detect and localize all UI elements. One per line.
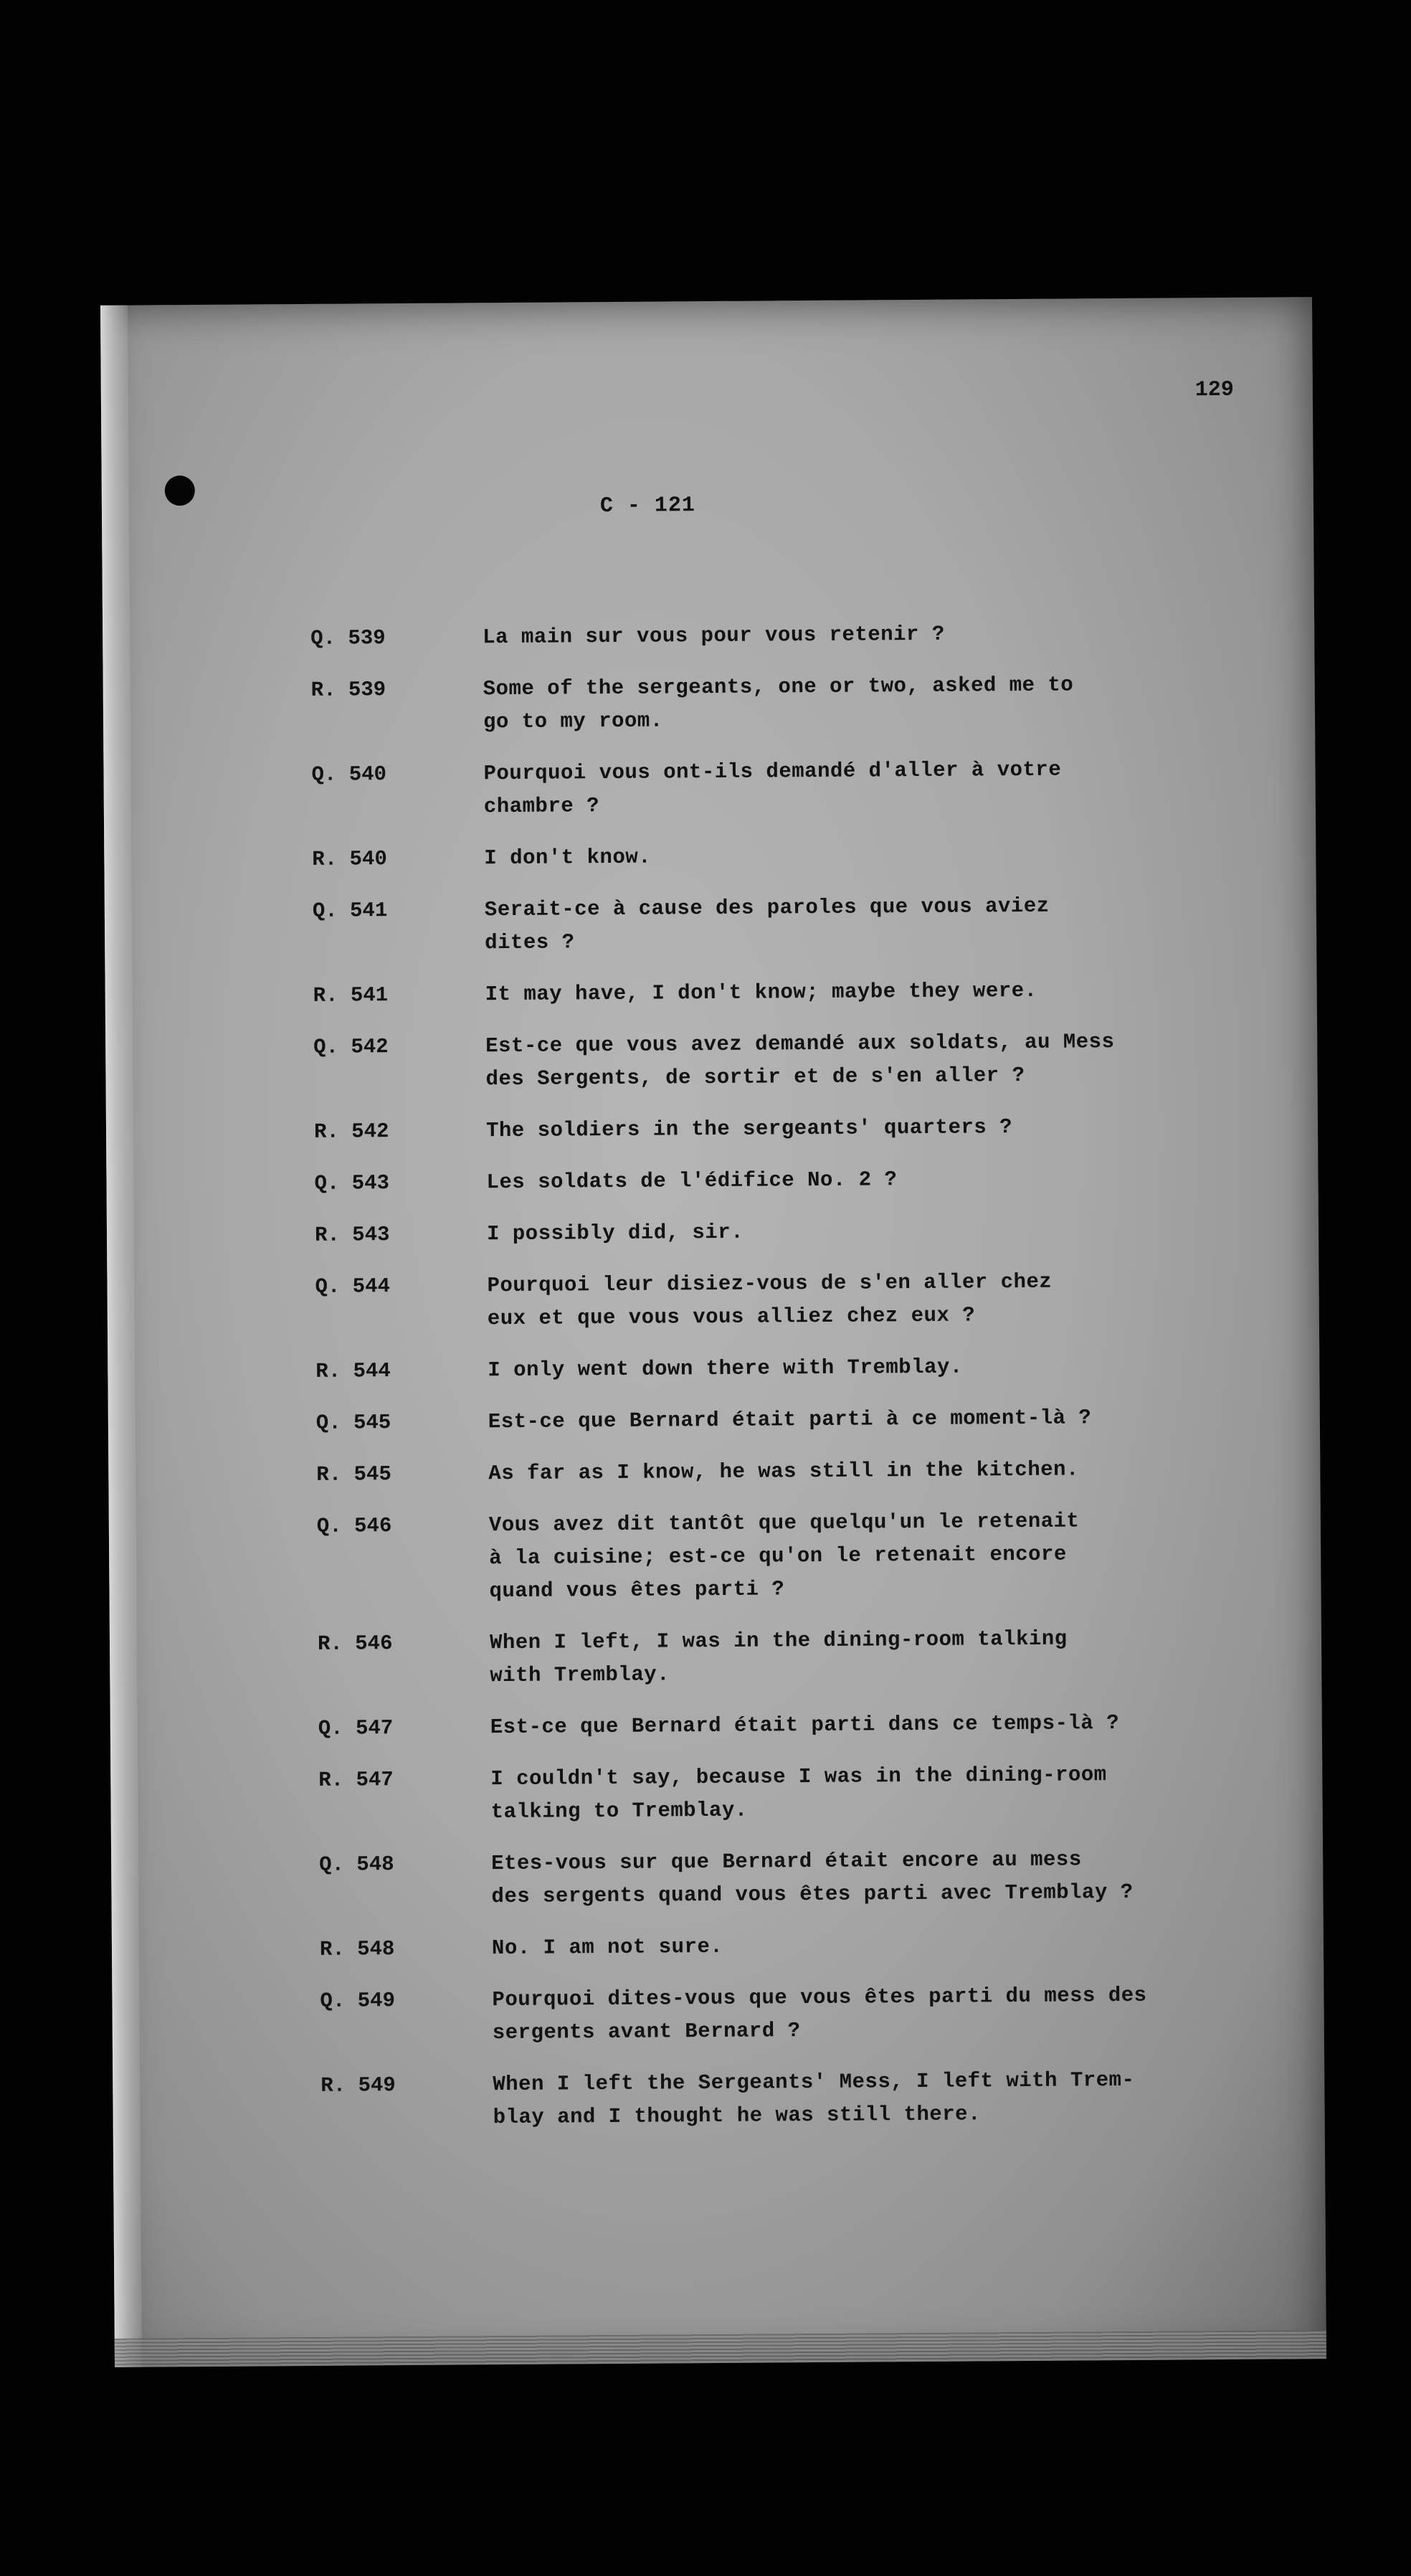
qa-text: Etes-vous sur que Bernard était encore au mess des sergents quand vous êtes parti avec Tremblay ? <box>491 1847 1134 1909</box>
qa-entry <box>314 1110 1174 1149</box>
page-number: 129 <box>1194 377 1234 403</box>
qa-label: Q. 539 <box>310 626 386 650</box>
qa-text: Est-ce que vous avez demandé aux soldats, au Mess des Sergents, de sortir et de s'en aller ? <box>485 1030 1115 1092</box>
qa-label: Q. 546 <box>316 1514 392 1538</box>
qa-text: I only went down there with Tremblay. <box>488 1355 963 1383</box>
qa-entry <box>316 1452 1177 1491</box>
qa-entry <box>313 1026 1174 1097</box>
qa-label: Q. 547 <box>318 1716 394 1741</box>
qa-label: R. 549 <box>320 2073 396 2098</box>
qa-text: I don't know. <box>484 845 652 871</box>
qa-text: Est-ce que Bernard était parti à ce moment-là ? <box>488 1406 1092 1434</box>
qa-label: Q. 545 <box>315 1411 391 1435</box>
qa-entry <box>318 1706 1179 1745</box>
qa-text: I possibly did, sir. <box>486 1220 744 1246</box>
qa-label: Q. 544 <box>315 1274 391 1299</box>
qa-entry <box>320 1979 1181 2050</box>
punch-hole <box>165 475 195 506</box>
qa-entry <box>314 1162 1174 1201</box>
qa-label: R. 543 <box>314 1223 390 1247</box>
qa-label: Q. 540 <box>311 762 387 787</box>
qa-entry <box>318 1758 1179 1829</box>
qa-entry <box>316 1401 1177 1439</box>
document-page <box>100 297 1326 2367</box>
qa-entry <box>315 1264 1176 1336</box>
qa-text: When I left, I was in the dining-room talking with Tremblay. <box>489 1626 1068 1688</box>
qa-entry <box>317 1504 1178 1609</box>
qa-entry <box>320 2063 1182 2135</box>
qa-text: Pourquoi leur disiez-vous de s'en aller chez eux et que vous vous alliez chez eux ? <box>487 1269 1053 1331</box>
qa-label: R. 544 <box>315 1359 391 1383</box>
qa-entry <box>313 889 1174 961</box>
qa-label: Q. 548 <box>319 1852 394 1877</box>
qa-text: Pourquoi vous ont-ils demandé d'aller à votre chambre ? <box>483 757 1062 819</box>
qa-entry <box>311 668 1172 740</box>
qa-label: R. 541 <box>313 983 389 1008</box>
qa-label: R. 548 <box>319 1937 395 1961</box>
qa-label: Q. 542 <box>313 1035 389 1059</box>
qa-entry <box>313 974 1174 1013</box>
qa-text: The soldiers in the sergeants' quarters ? <box>485 1115 1013 1143</box>
qa-entry <box>311 753 1172 825</box>
qa-text: No. I am not sure. <box>491 1934 723 1961</box>
qa-text: La main sur vous pour vous retenir ? <box>483 622 945 650</box>
qa-text: Vous avez dit tantôt que quelqu'un le retenait à la cuisine; est-ce qu'on le retenait encore quand vous êtes parti ? <box>488 1509 1080 1604</box>
qa-label: Q. 549 <box>320 1989 396 2013</box>
qa-text: Pourquoi dites-vous que vous êtes parti du mess des sergents avant Bernard ? <box>492 1983 1147 2045</box>
qa-text: As far as I know, he was still in the kitchen. <box>488 1457 1079 1486</box>
qa-label: R. 542 <box>313 1119 389 1144</box>
qa-label: R. 547 <box>318 1768 394 1792</box>
qa-label: R. 540 <box>312 847 387 871</box>
qa-text: It may have, I don't know; maybe they were. <box>485 978 1037 1007</box>
qa-label: R. 546 <box>317 1632 393 1656</box>
qa-label: Q. 541 <box>312 899 388 923</box>
qa-text: Les soldats de l'édifice No. 2 ? <box>486 1168 898 1195</box>
qa-entry <box>320 1927 1180 1966</box>
document-id: C - 121 <box>599 493 696 519</box>
qa-entry <box>315 1349 1176 1388</box>
qa-text: Est-ce que Bernard était parti dans ce temps-là ? <box>490 1711 1120 1740</box>
qa-text: Some of the sergeants, one or two, asked me to go to my room. <box>483 673 1074 734</box>
qa-entry <box>318 1621 1179 1693</box>
qa-entry <box>310 617 1171 655</box>
qa-entry <box>315 1213 1175 1252</box>
qa-text: When I left the Sergeants' Mess, I left with Trem- blay and I thought he was still there. <box>493 2068 1135 2130</box>
transcript-list <box>310 617 1182 2136</box>
qa-entry <box>319 1842 1180 1914</box>
qa-label: Q. 543 <box>314 1171 390 1195</box>
qa-text: Serait-ce à cause des paroles que vous aviez dites ? <box>484 894 1050 955</box>
qa-text: I couldn't say, because I was in the dining-room talking to Tremblay. <box>490 1763 1107 1824</box>
qa-label: R. 545 <box>316 1462 391 1487</box>
qa-label: R. 539 <box>310 678 386 702</box>
qa-entry <box>312 838 1172 876</box>
